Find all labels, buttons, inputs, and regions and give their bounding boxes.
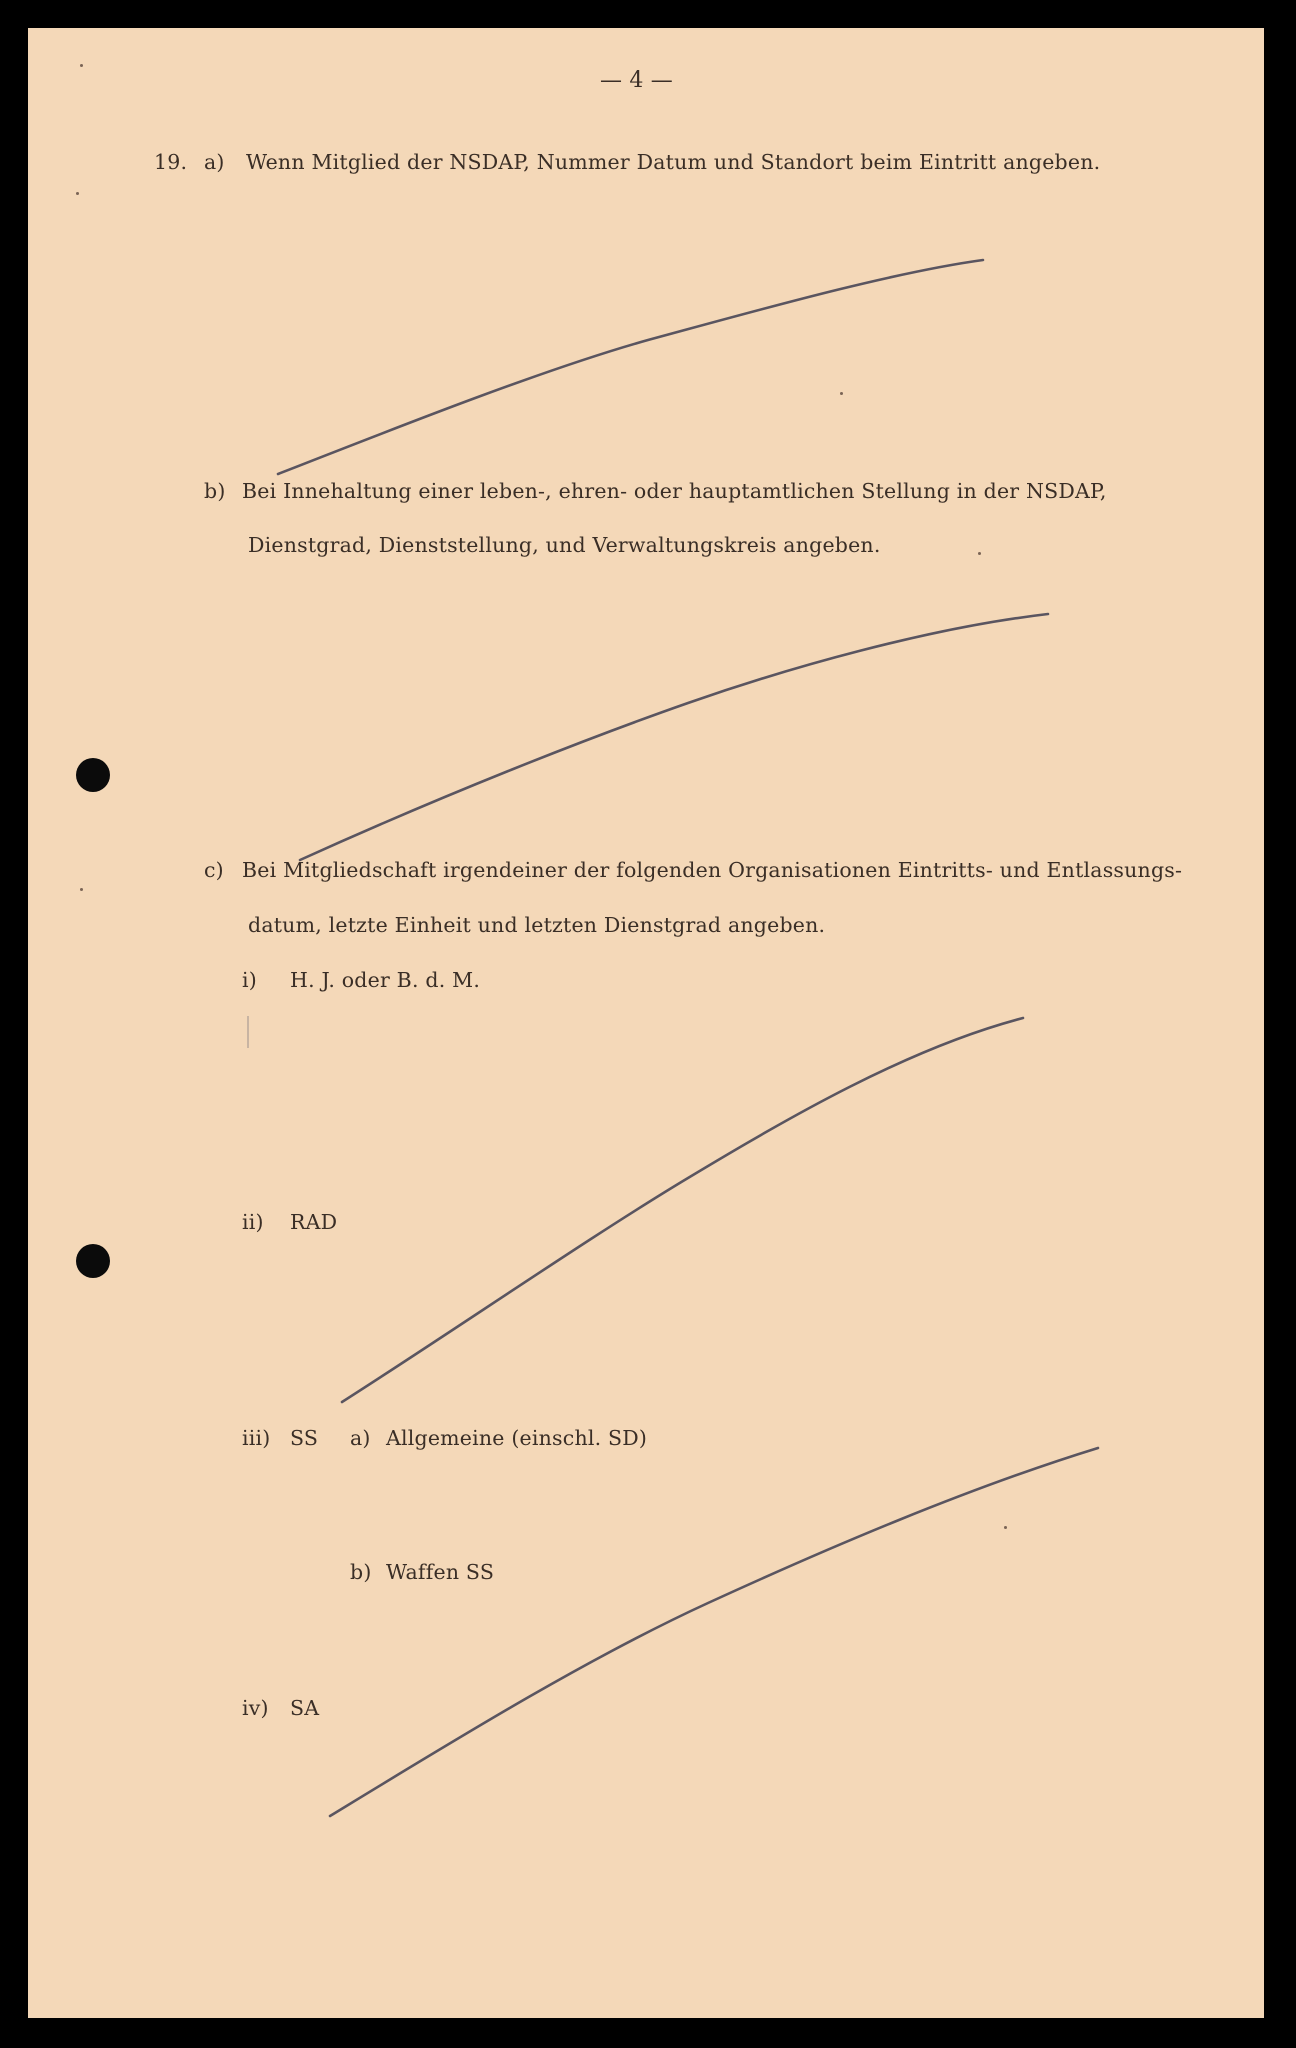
paper-speck — [80, 64, 83, 67]
question-19a-text: Wenn Mitglied der NSDAP, Nummer Datum und Standort beim Eintritt angeben. — [246, 150, 1101, 174]
question-19b-label: b) — [204, 479, 226, 503]
question-19b-text-line1: Bei Innehaltung einer leben-, ehren- oder hauptamtlichen Stellung in der NSDAP, — [242, 479, 1107, 503]
paper-speck — [80, 888, 83, 891]
item-iii-b-text: Waffen SS — [386, 1560, 495, 1584]
strike-line-19c-iii-iv — [330, 1448, 1098, 1816]
item-i-text: H. J. oder B. d. M. — [290, 968, 481, 992]
item-ii-text: RAD — [290, 1210, 338, 1234]
item-i-label: i) — [242, 968, 257, 992]
item-iv-label: iv) — [242, 1696, 269, 1720]
question-19c-label: c) — [204, 858, 224, 882]
question-19c-text-line2: datum, letzte Einheit und letzten Dienstgrad angeben. — [248, 913, 826, 937]
item-iii-a-text: Allgemeine (einschl. SD) — [386, 1426, 648, 1450]
form-page — [28, 28, 1264, 2018]
strike-line-19a — [278, 260, 983, 474]
item-iii-text: SS — [290, 1426, 319, 1450]
question-19a-label: a) — [204, 150, 225, 174]
item-ii-label: ii) — [242, 1210, 264, 1234]
item-iii-a-label: a) — [350, 1426, 371, 1450]
paper-speck — [978, 552, 981, 555]
item-iii-b-label: b) — [350, 1560, 372, 1584]
strike-line-19c-i-ii — [342, 1018, 1023, 1402]
question-19b-text-line2: Dienstgrad, Dienststellung, und Verwaltungskreis angeben. — [248, 533, 881, 557]
paper-speck — [840, 392, 843, 395]
question-19-number: 19. — [154, 150, 188, 174]
paper-speck — [1004, 1526, 1007, 1529]
paper-speck — [76, 192, 79, 195]
page-number: — 4 — — [600, 68, 673, 93]
item-iv-text: SA — [290, 1696, 320, 1720]
question-19c-text-line1: Bei Mitgliedschaft irgendeiner der folgenden Organisationen Eintritts- und Entlassungs- — [242, 858, 1183, 882]
strike-line-19b — [300, 614, 1048, 860]
item-iii-label: iii) — [242, 1426, 271, 1450]
strike-through-strokes — [28, 28, 1264, 2018]
